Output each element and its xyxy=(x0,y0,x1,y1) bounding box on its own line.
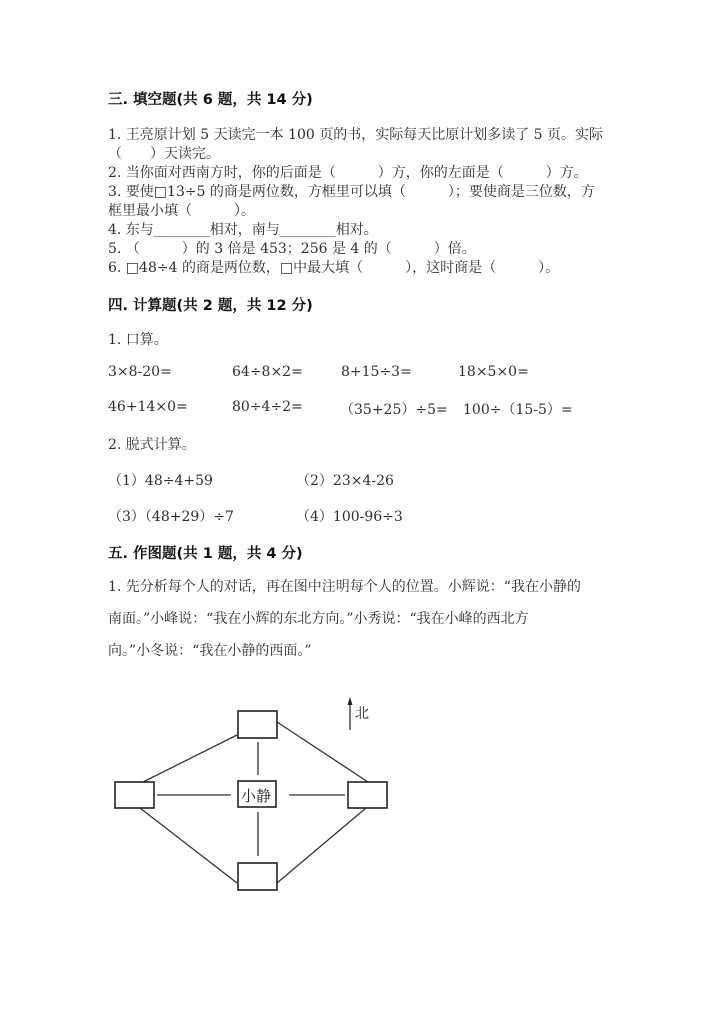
oral-calc-item: 64÷8×2= xyxy=(232,364,303,380)
center-label-xiaojing: 小静 xyxy=(241,787,272,805)
north-label: 北 xyxy=(355,706,369,722)
drawing-question-line3: 向。”小冬说：“我在小静的西面。” xyxy=(108,643,312,659)
north-arrow-icon xyxy=(348,697,353,730)
section4-title: 四. 计算题(共 2 题，共 12 分) xyxy=(108,298,313,314)
oral-calc-item: 100÷（15-5）= xyxy=(463,402,573,418)
oral-calc-label: 1. 口算。 xyxy=(108,332,168,348)
question-3-line1: 3. 要使□13÷5 的商是两位数，方框里可以填（ ）；要使商是三位数，方 xyxy=(108,184,595,200)
oral-calc-item: 8+15÷3= xyxy=(341,364,412,380)
question-1-line1: 1. 王亮原计划 5 天读完一本 100 页的书，实际每天比原计划多读了 5 页。实际 xyxy=(108,127,604,143)
oral-calc-item: 46+14×0= xyxy=(108,399,188,415)
left-position-box[interactable] xyxy=(115,782,154,808)
step-calc-item: （1）48÷4+59 xyxy=(108,473,213,489)
step-calc-label: 2. 脱式计算。 xyxy=(108,437,196,453)
step-calc-item: （2）23×4-26 xyxy=(296,473,394,489)
right-position-box[interactable] xyxy=(348,782,387,808)
drawing-question-line2: 南面。”小峰说：“我在小辉的东北方向。”小秀说：“我在小峰的西北方 xyxy=(108,611,529,627)
step-calc-item: （4）100-96÷3 xyxy=(296,509,403,525)
oral-calc-item: 18×5×0= xyxy=(458,364,529,380)
oral-calc-item: 3×8-20= xyxy=(108,364,172,380)
question-5: 5. （ ）的 3 倍是 453；256 是 4 的（ ）倍。 xyxy=(108,241,476,257)
oral-calc-item: 80÷4÷2= xyxy=(232,399,303,415)
oral-calc-item: （35+25）÷5= xyxy=(340,402,448,418)
question-2: 2. 当你面对西南方时，你的后面是（ ）方，你的左面是（ ）方。 xyxy=(108,165,588,181)
section3-title: 三. 填空题(共 6 题，共 14 分) xyxy=(108,92,313,108)
question-1-line2: （ ）天读完。 xyxy=(108,146,220,162)
drawing-question-line1: 1. 先分析每个人的对话，再在图中注明每个人的位置。小辉说：“我在小静的 xyxy=(108,579,581,595)
question-3-line2: 框里最小填（ ）。 xyxy=(108,203,255,219)
top-position-box[interactable] xyxy=(238,711,277,738)
question-4: 4. 东与________相对，南与________相对。 xyxy=(108,222,378,238)
step-calc-item: （3）（48+29）÷7 xyxy=(108,509,234,525)
section5-title: 五. 作图题(共 1 题，共 4 分) xyxy=(108,546,303,562)
bottom-position-box[interactable] xyxy=(238,863,277,890)
question-6: 6. □48÷4 的商是两位数，□中最大填（ ），这时商是（ ）。 xyxy=(108,260,560,276)
